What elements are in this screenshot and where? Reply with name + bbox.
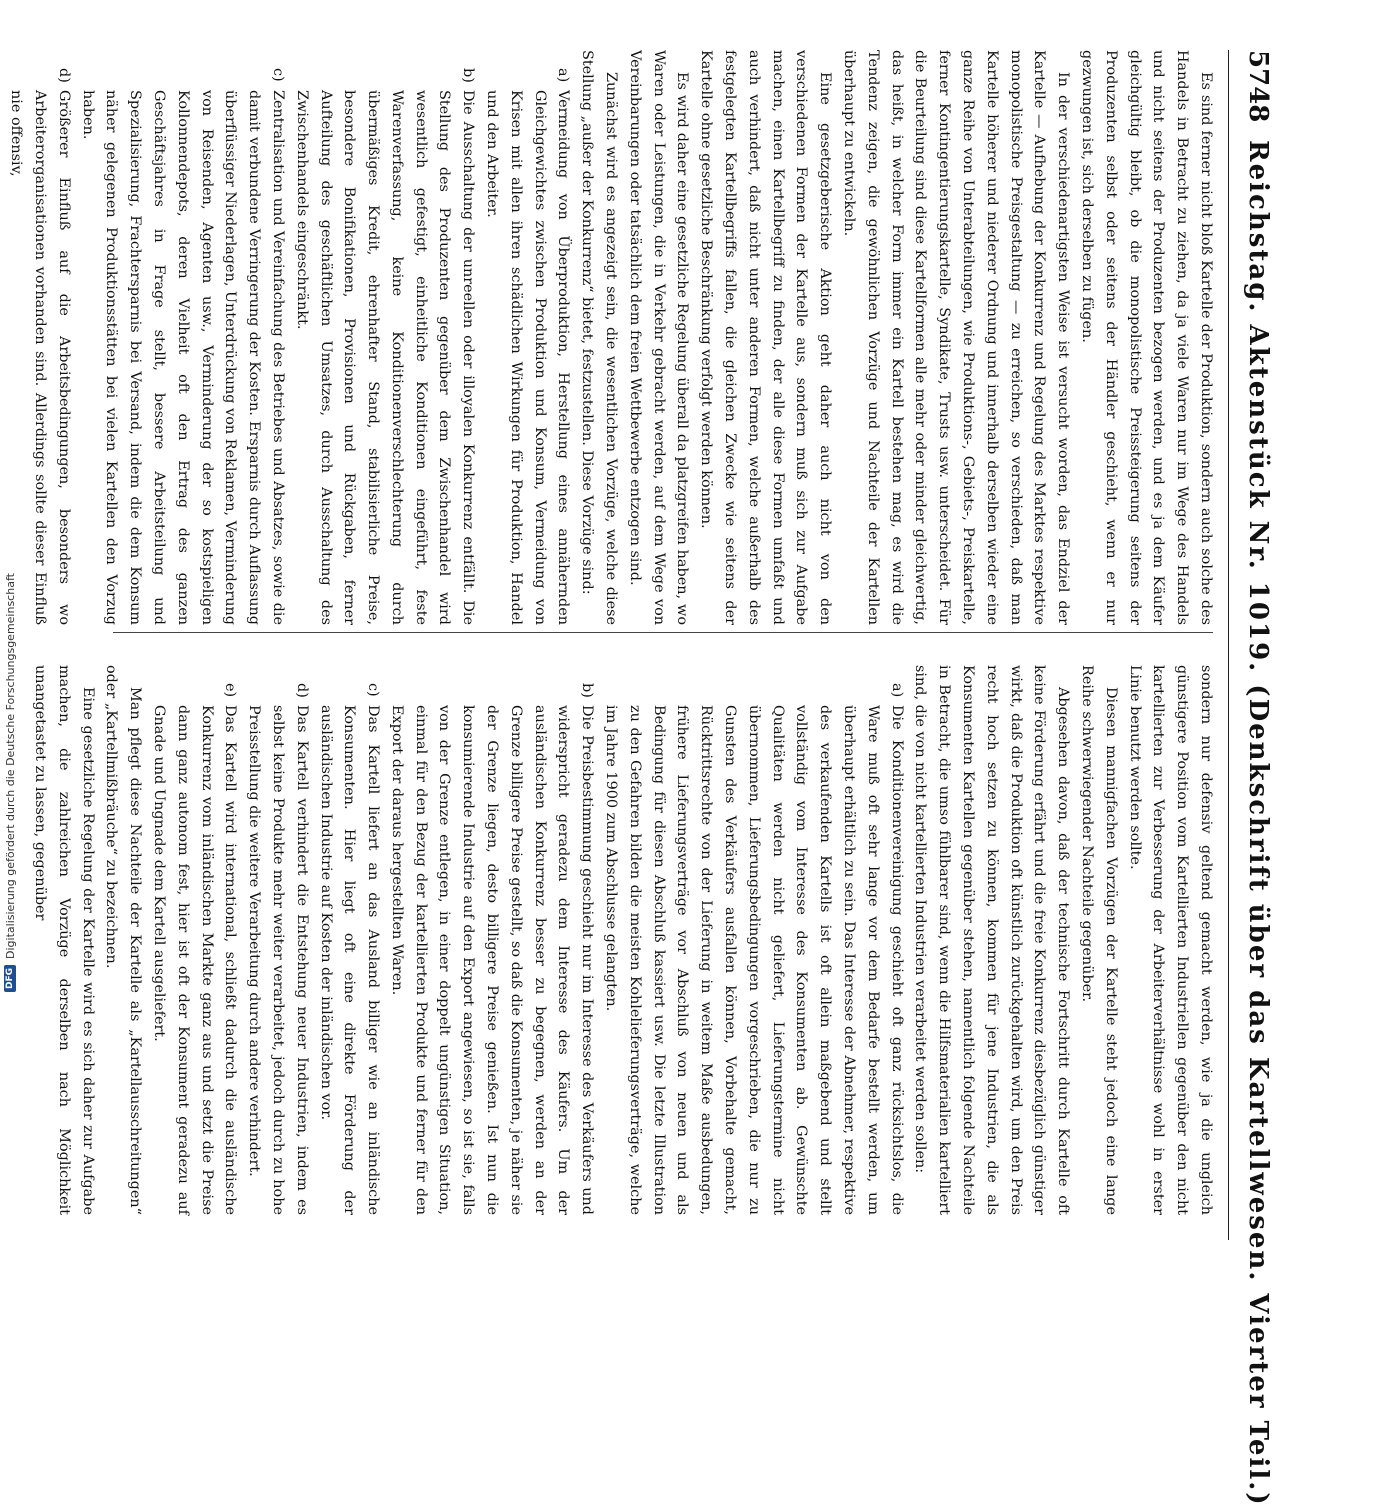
paragraph: sondern nur defensiv geltend gemacht werden, wie ja die ungleich günstigere Position vom Kartellierten Industriellen gegenüber den nicht kartellierten zur Verbesserung der Arbeiterverhältnisse wohl in erster Linie benutzt werden sollte. bbox=[1126, 665, 1214, 1215]
paragraph: Zunächst wird es angezeigt sein, die wesentlichen Vorzüge, welche diese Stellung „außer der Konkurrenz“ bietet, festzustellen. Diese Vorzüge sind: bbox=[579, 50, 620, 625]
list-item bbox=[289, 50, 479, 625]
list-item-text: Vermeidung von Überproduktion, Herstellung eines annähernden Gleichgewichtes zwischen Produktion und Konsum, Vermeidung von Krisen mit allen ihren schädlichen Wirkungen für Produktion, Handel und den Arbeiter. bbox=[484, 90, 572, 625]
paragraph: In der verschiedenartigsten Weise ist versucht worden, das Endziel der Kartelle — Aufhebung der Konkurrenz und Regelung des Marktes respektive monopolistische Preisgestaltung — zu erreichen, so verschieden, daß man Kartelle höherer und niederer Ordnung und innerhalb derselben wieder eine ganze Reihe von Unterabteilungen, wie Produktions-, Gebiets-, Preiskartelle, ferner Kontingentierungskartelle, Syndikate, Trusts usw. unterscheidet. Für die Beurteilung sind diese Kartellformen alle mehr oder minder gleichwertig, das heißt, in welcher Form immer ein Kartell bestehen mag, es wird die Tendenz zeigen, die gewöhnlichen Vorzüge und Nachteile der Kartellen überhaupt zu entwickeln. bbox=[841, 50, 1072, 625]
list-item bbox=[479, 50, 574, 625]
page-header bbox=[1228, 50, 1277, 1507]
list-item-text: Das Kartell wird international, schließt dadurch die ausländische Konkurrenz vom inländischen Markte ganz aus und setzt die Preise dann ganz autonom fest, hier ist oft der Konsument geradezu auf Gnade und Ungnade dem Kartell ausgeliefert. bbox=[150, 705, 239, 1215]
list-item bbox=[75, 50, 289, 625]
list-item bbox=[146, 665, 241, 1215]
paragraph: Diesen mannigfachen Vorzügen der Kartelle steht jedoch eine lange Reihe schwerwiegender Nachteile gegenüber. bbox=[1079, 665, 1119, 1215]
list-item-text: Das Kartell verhindert die Entstehung neuer Industrien, indem es selbst keine Produkte mehr weiter verarbeitet, jedoch durch zu hohe Preisstellung die weitere Verarbeitung durch andere verhindert. bbox=[246, 705, 310, 1215]
list-item-text: Die Konditionenvereinigung geschieht oft ganz rücksichtslos, die Ware muß oft sehr lange vor dem Bedarfe bestellt werden, um überhaupt erhältlich zu sein. Das Interesse der Abnehmer, respektive des verkaufenden Kartells ist oft allein maßgebend und stellt vollständig vom Interesse des Konsumenten ab. Gewünschte Qualitäten werden nicht geliefert, Lieferungstermine nicht übernommen, Lieferungsbedingungen vorgeschrieben, die nur zu Gunsten des Verkäufers ausfallen können, Vorbehalte gemacht, Rücktrittsrechte von der Lieferung in weitem Maße ausbedungen, frühere Lieferungsverträge vor Abschluß von neuen und als Bedingung für diesen Abschluß kassiert usw. Die letzte Illustration zu den Gefahren bilden die meisten Kohlelieferungsverträge, welche im Jahre 1900 zum Abschlusse gelangten. bbox=[603, 705, 905, 1215]
paragraph: Abgesehen davon, daß der technische Fortschritt durch Kartelle oft keine Förderung erfährt und die freie Konkurrenz diesbezüglich günstiger wirkt, daß die Produktion oft künstlich zurückgehalten wird, um den Preis recht hoch setzen zu können, kommen für jene Industrien, die als Konsumenten Kartellen gegenüber stehen, namentlich folgende Nachteile in Betracht, die umso fühlbarer sind, wenn die Hilfsmaterialien kartelliert sind, die von nicht kartellierten Industrien verarbeitet werden sollen: bbox=[912, 665, 1072, 1215]
list-item-label: b) bbox=[460, 68, 477, 83]
right-column bbox=[31, 665, 1217, 1215]
list-item bbox=[241, 665, 312, 1215]
list-item bbox=[313, 665, 384, 1215]
list-item-label: b) bbox=[579, 683, 596, 698]
list-item-text: Die Preisbestimmung geschieht nur im Interesse des Verkäufers und widerspricht geradezu dem Interesse des Käufers. Um der ausländischen Konkurrenz besser zu begegnen, werden an der Grenze billigere Preise gestellt, so daß die Konsumenten, je näher sie der Grenze liegen, desto billigere Preise genießen. Ist nun die konsumierende Industrie auf den Export angewiesen, so ist sie, falls von der Grenze entlegen, in einer doppelt ungünstigen Situation, einmal für den Bezug der kartellierten Produkte und ferner für den Export der daraus hergestellten Waren. bbox=[388, 705, 596, 1215]
paragraph: Eine gesetzgeberische Aktion geht daher auch nicht von den verschiedenen Formen der Kartelle aus, sondern muß sich zur Aufgabe machen, einen Kartellbegriff zu finden, der alle diese Formen umfaßt und auch verhindert, daß nicht unter anderen Formen, welche außerhalb des festgelegten Kartellbegriffs fallen, die gleichen Zwecke wie seitens der Kartelle ohne gesetzliche Beschränkung verfolgt werden können. bbox=[698, 50, 834, 625]
paragraph: Es wird daher eine gesetzliche Regelung überall da platzgreifen haben, wo Waren oder Leistungen, die in Verkehr gebracht werden, auf dem Wege von Vereinbarungen oder tatsächlich dem freien Wettbewerbe entzogen sind. bbox=[626, 50, 691, 625]
list-item-text: Die Ausschaltung der unreellen oder illoyalen Konkurrenz entfällt. Die Stellung des Produzenten gegenüber dem Zwischenhandel wird wesentlich gefestigt, einheitliche Konditionen eingeführt, feste Warenverfassung, keine Konditionenverschlechterung durch übermäßiges Kredit, ehrenhafter Stand, stabilisierliche Preise, besondere Bonifikationen, Provisionen und Rückgaben, ferner Aufteilung des geschäftlichen Umsatzes, durch Ausschaltung des Zwischenhandels eingeschränkt. bbox=[293, 90, 477, 625]
list-item-text: Größerer Einfluß auf die Arbeitsbedingungen, besonders wo Arbeiterorganisationen vorhanden sind. Allerdings sollte dieser Einfluß nie offensiv, bbox=[8, 90, 72, 625]
list-item-label: c) bbox=[269, 68, 286, 82]
list-item bbox=[598, 665, 907, 1215]
list-item-label: e) bbox=[222, 683, 239, 698]
side-note bbox=[0, 0, 20, 1000]
list-item-label: a) bbox=[555, 68, 572, 83]
side-note-text: Digitalisierung gefördert durch die Deutsche Forschungsgemeinschaft bbox=[3, 573, 17, 959]
paragraph: Eine gesetzliche Regelung der Kartelle wird es sich daher zur Aufgabe machen, die zahlreichen Vorzüge derselben nach Möglichkeit unangetastet zu lassen, gegenüber bbox=[31, 665, 96, 1215]
page-title: Reichstag. Aktenstück Nr. 1019. (Denkschrift über das Kartellwesen. Vierter Teil.) bbox=[1243, 140, 1273, 1507]
list-item-label: c) bbox=[365, 683, 382, 697]
list-item-label: d) bbox=[55, 68, 72, 83]
column-divider bbox=[113, 632, 1213, 633]
list-item-label: a) bbox=[888, 683, 905, 698]
left-column bbox=[8, 50, 1217, 625]
list-item-text: Das Kartell liefert an das Ausland billiger wie an inländische Konsumenten. Hier liegt oft eine direkte Förderung der ausländischen Industrie auf Kosten der inländischen vor. bbox=[317, 705, 382, 1215]
list-item-text: Zentralisation und Vereinfachung des Betriebes und Absatzes, sowie die damit verbundene Verringerung der Kosten. Ersparnis durch Auflassung überflüssiger Niederlagen, Unterdrückung von Reklamen, Verminderung von Reisenden, Agenten usw., Verminderung der so kostspieligen Kollonnendepots, deren Vielheit oft den Ertrag des ganzen Geschäftsjahres in Frage stellt, bessere Arbeitsteilung und Spezialisierung, Frachtersparnis bei Versand, indem die dem Konsum näher gelegenen Produktionsstätten bei vielen Kartellen den Vorzug haben. bbox=[79, 90, 286, 625]
list-item-label: d) bbox=[293, 683, 310, 698]
paragraph: Man pflegt diese Nachteile der Kartelle als „Kartellausschreitungen“ oder „Kartellmißbräuche“ zu bezeichnen. bbox=[103, 665, 144, 1215]
list-item bbox=[384, 665, 598, 1215]
paragraph: Es sind ferner nicht bloß Kartelle der Produktion, sondern auch solche des Handels in Betracht zu ziehen, da ja viele Waren nur im Wege des Handels und nicht seitens der Produzenten bezogen werden, und es ja dem Käufer gleichgültig bleibt, ob die monopolistische Preissteigerung seitens der Produzenten selbst oder seitens der Händler geschieht, wenn er nur gezwungen ist, sich derselben zu fügen. bbox=[1079, 50, 1214, 625]
dfg-logo: DFG bbox=[4, 965, 16, 992]
page-number: 5748 bbox=[1243, 50, 1273, 123]
